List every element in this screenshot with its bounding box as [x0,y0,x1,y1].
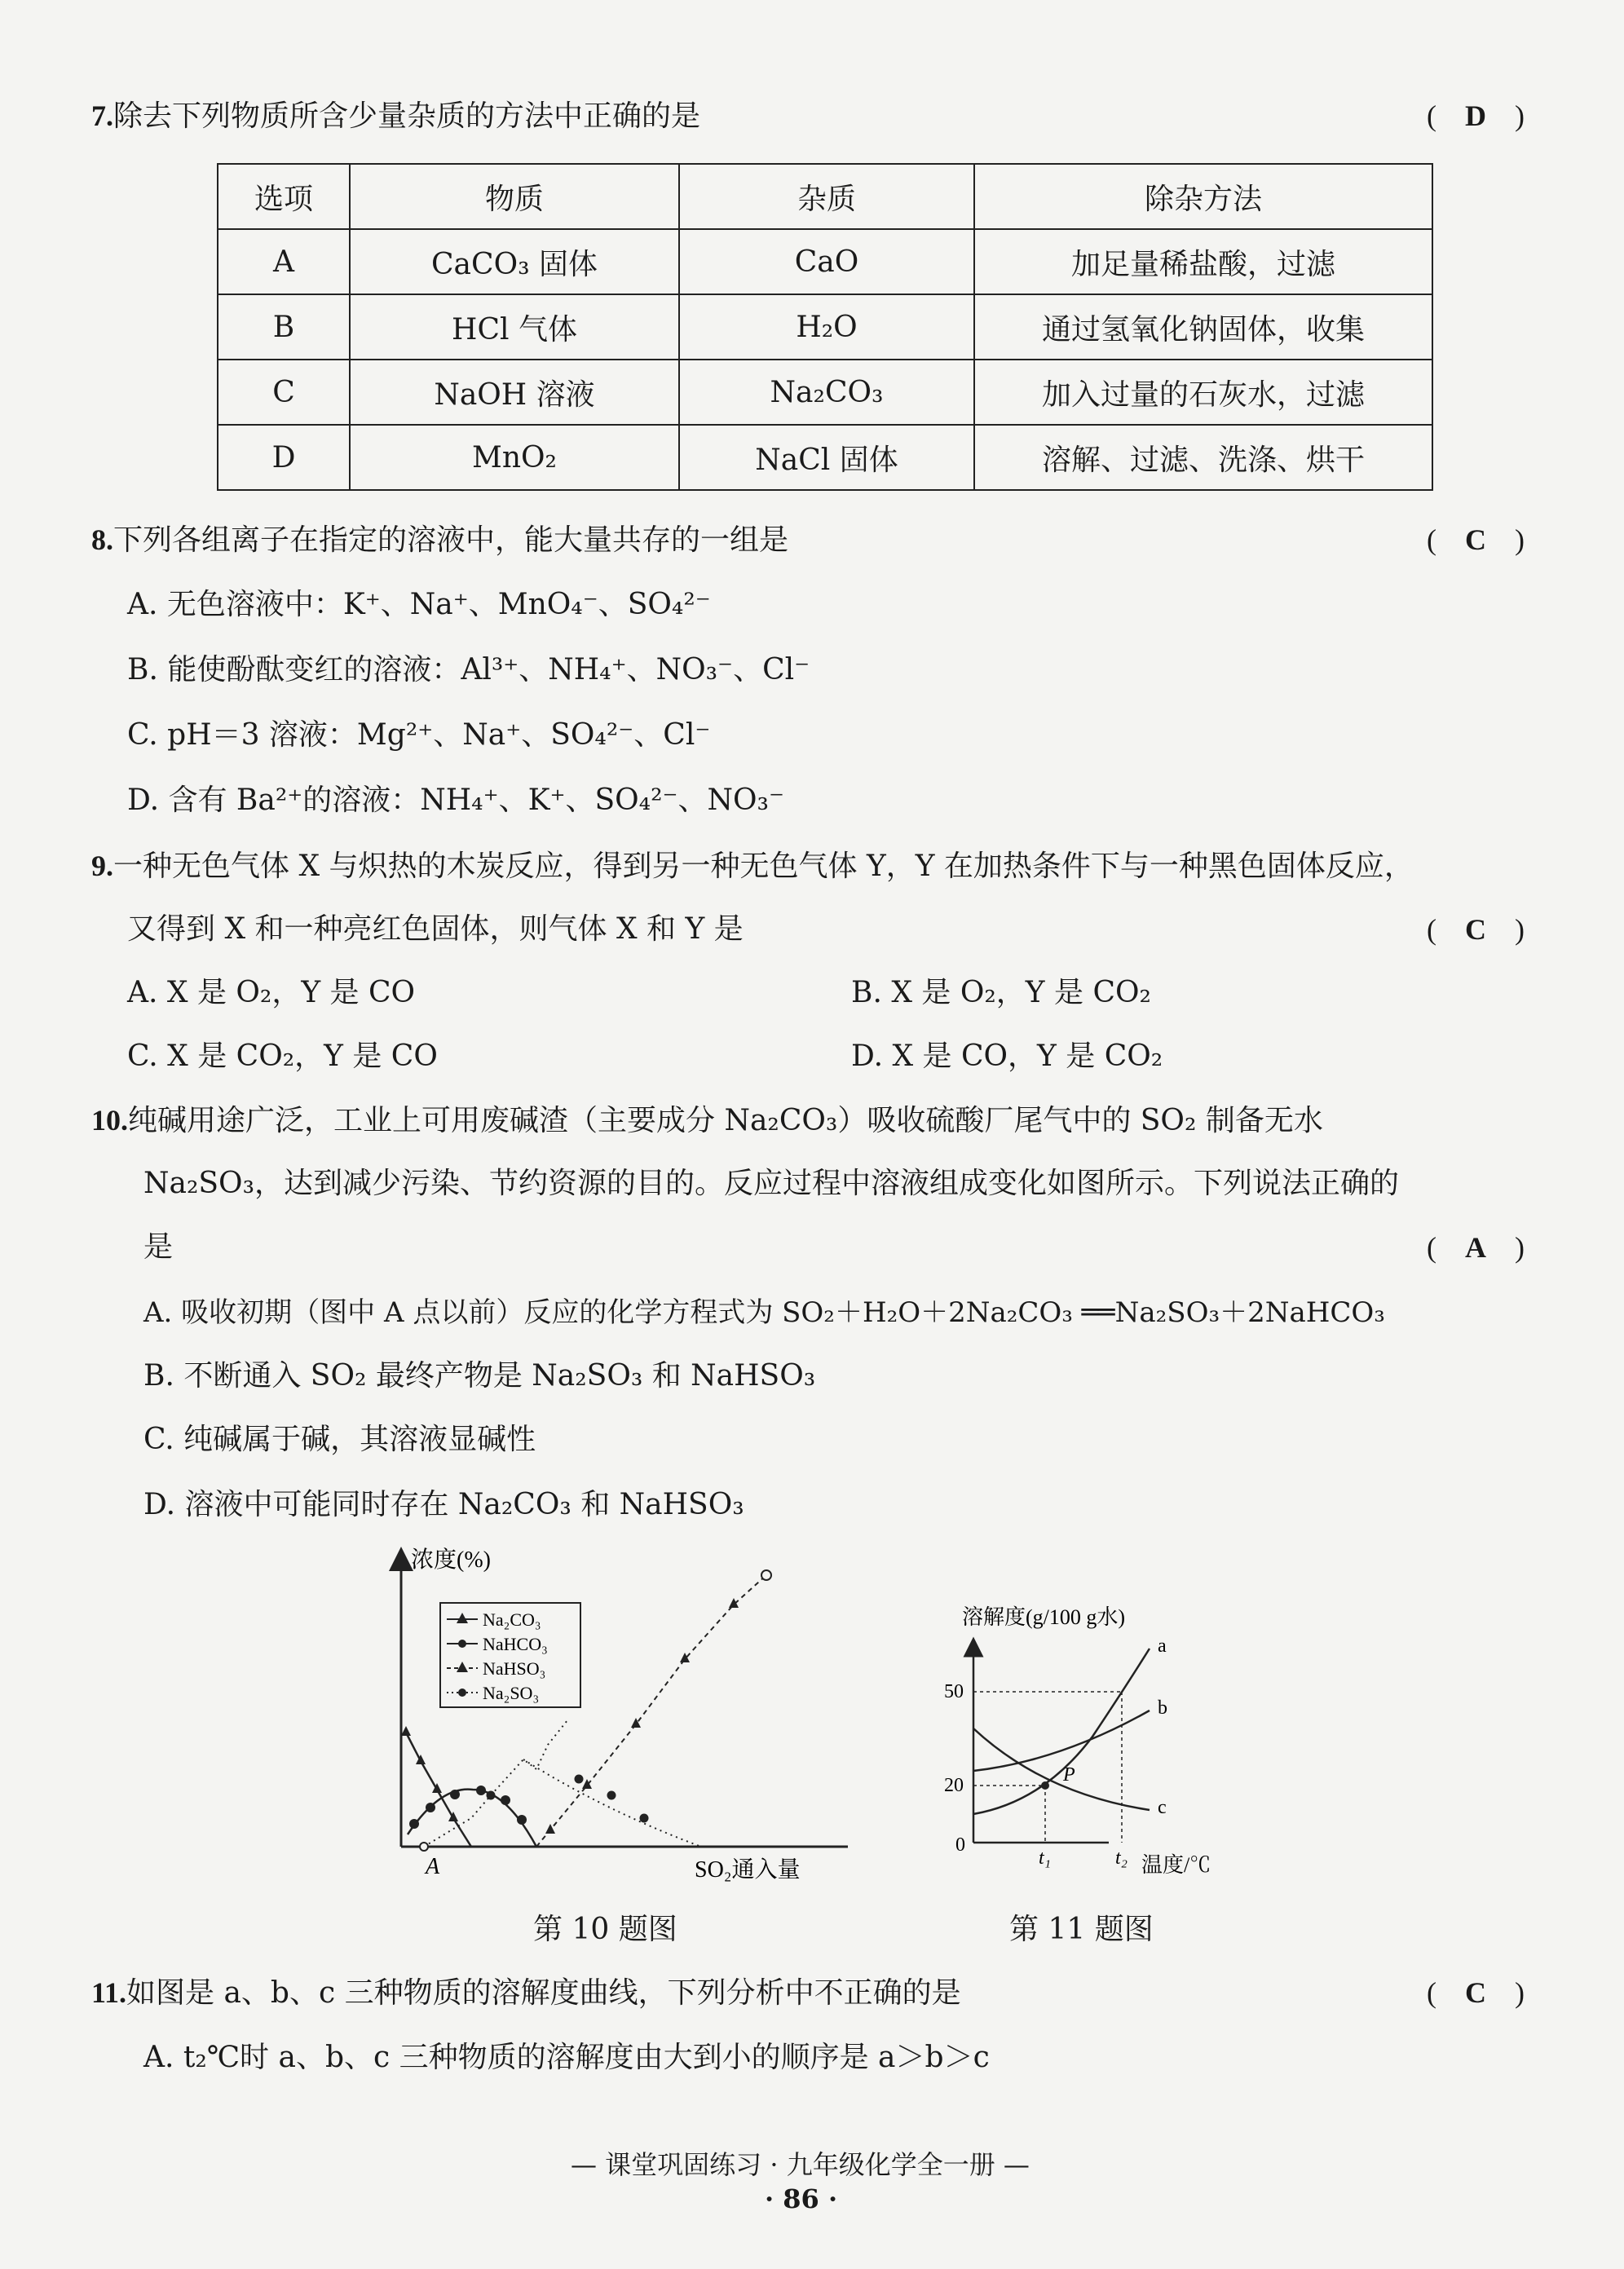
q7-table-header-row [218,164,1432,229]
q7-table-cell: A [218,229,350,294]
q7-number: 7. [91,99,113,132]
fig10-marker [409,1819,419,1829]
q9-answer-value: C [1465,913,1486,946]
q11-stem: 如图是 a、b、c 三种物质的溶解度曲线，下列分析中不正确的是 [126,1976,961,2010]
q7-table-row [218,229,1432,294]
fig11-curve-b [973,1711,1150,1771]
q9-option-c: C. X 是 CO₂，Y 是 CO [127,1040,438,1073]
q8-answer-value: C [1465,523,1486,556]
q8-answer: ( C ) [1427,520,1525,559]
fig10-marker [426,1803,435,1812]
fig10-point-a [420,1843,428,1851]
fig11-label-b: b [1158,1697,1167,1719]
page-number: · 86 · [765,2183,838,2214]
fig10-legend-marker-nahco3 [458,1640,466,1648]
q11-answer: ( C ) [1427,1973,1525,2012]
fig10-marker [487,1791,496,1800]
q8-option-b: B. 能使酚酞变红的溶液：Al³⁺、NH₄⁺、NO₃⁻、Cl⁻ [127,653,810,686]
fig10-legend-nahco3: NaHCO₃ [483,1634,548,1654]
fig10-legend-marker-na2so3 [458,1689,466,1697]
q7-table-row [218,360,1432,425]
footer-title: — 课堂巩固练习 · 九年级化学全一册 — [571,2149,1030,2180]
fig11-curve-c [973,1728,1150,1810]
q9-option-a: A. X 是 O₂，Y 是 CO [127,976,416,1009]
fig10-marker [575,1775,584,1784]
q7-table-cell: NaCl 固体 [679,425,974,490]
q8-option-a: A. 无色溶液中：K⁺、Na⁺、MnO₄⁻、SO₄²⁻ [127,588,711,621]
q11-answer-value: C [1465,1976,1486,2009]
q7-stem: 除去下列物质所含少量杂质的方法中正确的是 [113,99,701,133]
q7-table-cell: 通过氢氧化钠固体，收集 [974,294,1432,360]
q11-option-a: A. t₂℃时 a、b、c 三种物质的溶解度由大到小的顺序是 a＞b＞c [143,2041,990,2074]
q9-stem-1: 一种无色气体 X 与炽热的木炭反应，得到另一种无色气体 Y，Y 在加热条件下与一种黑色固体反应， [113,850,1414,883]
fig10-ylabel: 浓度(%) [411,1547,491,1573]
q10-answer: ( A ) [1427,1228,1525,1267]
q8-number: 8. [91,523,113,556]
q7-table-cell: Na₂CO₃ [679,360,974,425]
q8-stem: 下列各组离子在指定的溶液中，能大量共存的一组是 [113,523,789,557]
q8-option-c: C. pH＝3 溶液：Mg²⁺、Na⁺、SO₄²⁻、Cl⁻ [127,718,711,752]
q7-table-cell: 加足量稀盐酸，过滤 [974,229,1432,294]
fig10-marker [607,1791,616,1800]
q7-table-row [218,425,1432,490]
fig11-xtick-t1: t₁ [1039,1847,1052,1869]
q10-stem-line-2: Na₂SO₃，达到减少污染、节约资源的目的。反应过程中溶液组成变化如图所示。下列说法正确的 [143,1167,1400,1200]
fig10-marker [517,1815,527,1825]
fig10-marker [501,1795,510,1805]
q10-option-d: D. 溶液中可能同时存在 Na₂CO₃ 和 NaHSO₃ [143,1488,744,1521]
fig11-point-p [1041,1781,1049,1790]
q9-answer: ( C ) [1427,910,1525,949]
fig10-marker [729,1598,739,1608]
fig10-curve-na2so3 [424,1720,567,1847]
q7-header-cell: 除杂方法 [974,164,1432,229]
q7-header-cell: 杂质 [679,164,974,229]
q11-number: 11. [91,1976,127,2009]
fig10-point-a-label: A [426,1854,440,1879]
q10-answer-value: A [1465,1231,1486,1264]
fig10-legend-na2co3: Na₂CO₃ [483,1609,541,1630]
fig10-marker [450,1790,460,1799]
q10-stem-1: 纯碱用途广泛，工业上可用废碱渣（主要成分 Na₂CO₃）吸收硫酸厂尾气中的 SO₂ 制备无水 [128,1104,1323,1137]
q8-stem-line [91,520,788,560]
q7-answer-value: D [1465,99,1486,132]
fig10-curve-nahso3 [536,1575,766,1847]
fig11-ytick-50: 50 [944,1681,964,1702]
q7-table-cell: C [218,360,350,425]
q9-stem-line-2: 又得到 X 和一种亮红色固体，则气体 X 和 Y 是 [127,912,744,946]
q7-header-cell: 物质 [350,164,679,229]
fig11-label-c: c [1158,1797,1167,1818]
q7-table-cell: 加入过量的石灰水，过滤 [974,360,1432,425]
fig11-curve-a [973,1649,1150,1814]
fig10-legend-nahso3: NaHSO₃ [483,1658,546,1679]
fig11-ytick-20: 20 [944,1775,964,1796]
fig11-xtick-t2: t₂ [1115,1847,1128,1869]
fig10-chart [359,1541,880,1900]
q7-header-cell: 选项 [218,164,350,229]
fig10-end-marker [761,1570,771,1580]
q9-number: 9. [91,850,113,882]
fig10-marker [476,1786,486,1795]
q10-number: 10. [91,1104,128,1137]
fig11-ylabel: 溶解度(g/100 g水) [962,1605,1126,1629]
q7-table-cell: HCl 气体 [350,294,679,360]
fig11-chart [944,1598,1247,1892]
q10-option-a: A. 吸收初期（图中 A 点以前）反应的化学方程式为 SO₂＋H₂O＋2Na₂CO₃ ══Na₂SO₃＋2NaHCO₃ [143,1296,1385,1329]
fig10-xlabel: SO₂通入量 [695,1857,801,1883]
q7-table-row [218,294,1432,360]
q7-stem-line [91,96,700,136]
q10-stem-line-3: 是 [143,1230,174,1264]
fig10-marker [680,1653,690,1662]
q7-table [217,163,1433,491]
q11-stem-line [91,1973,961,2013]
q10-stem-line-1 [91,1101,1323,1141]
q9-option-d: D. X 是 CO，Y 是 CO₂ [851,1040,1163,1073]
q7-answer: ( D ) [1427,96,1525,135]
fig11-point-p-label: P [1063,1764,1075,1786]
fig11-ytick-0: 0 [955,1834,965,1856]
q10-option-c: C. 纯碱属于碱，其溶液显碱性 [143,1423,536,1456]
fig10-legend-na2so3: Na₂SO₃ [483,1683,540,1703]
q7-table-cell: NaOH 溶液 [350,360,679,425]
fig10-caption: 第 10 题图 [533,1913,677,1946]
fig10-marker [640,1814,649,1823]
fig10-legend-marker-nahso3 [457,1662,468,1672]
q7-table-cell: CaCO₃ 固体 [350,229,679,294]
fig10-curve-nahco3 [408,1790,536,1847]
q7-table-cell: MnO₂ [350,425,679,490]
q7-table-cell: 溶解、过滤、洗涤、烘干 [974,425,1432,490]
q7-table-cell: H₂O [679,294,974,360]
q9-option-b: B. X 是 O₂，Y 是 CO₂ [851,976,1151,1009]
fig11-xlabel: 温度/℃ [1141,1853,1211,1877]
q8-option-d: D. 含有 Ba²⁺的溶液：NH₄⁺、K⁺、SO₄²⁻、NO₃⁻ [127,784,784,817]
fig10-legend-marker-na2co3 [457,1613,468,1623]
fig11-label-a: a [1158,1636,1167,1657]
q9-stem-line-1 [91,846,1414,886]
fig10-marker [401,1726,411,1736]
fig11-caption: 第 11 题图 [1009,1913,1154,1946]
q7-table-cell: D [218,425,350,490]
q7-table-cell: B [218,294,350,360]
q7-table-cell: CaO [679,229,974,294]
q10-option-b: B. 不断通入 SO₂ 最终产物是 Na₂SO₃ 和 NaHSO₃ [143,1359,816,1393]
